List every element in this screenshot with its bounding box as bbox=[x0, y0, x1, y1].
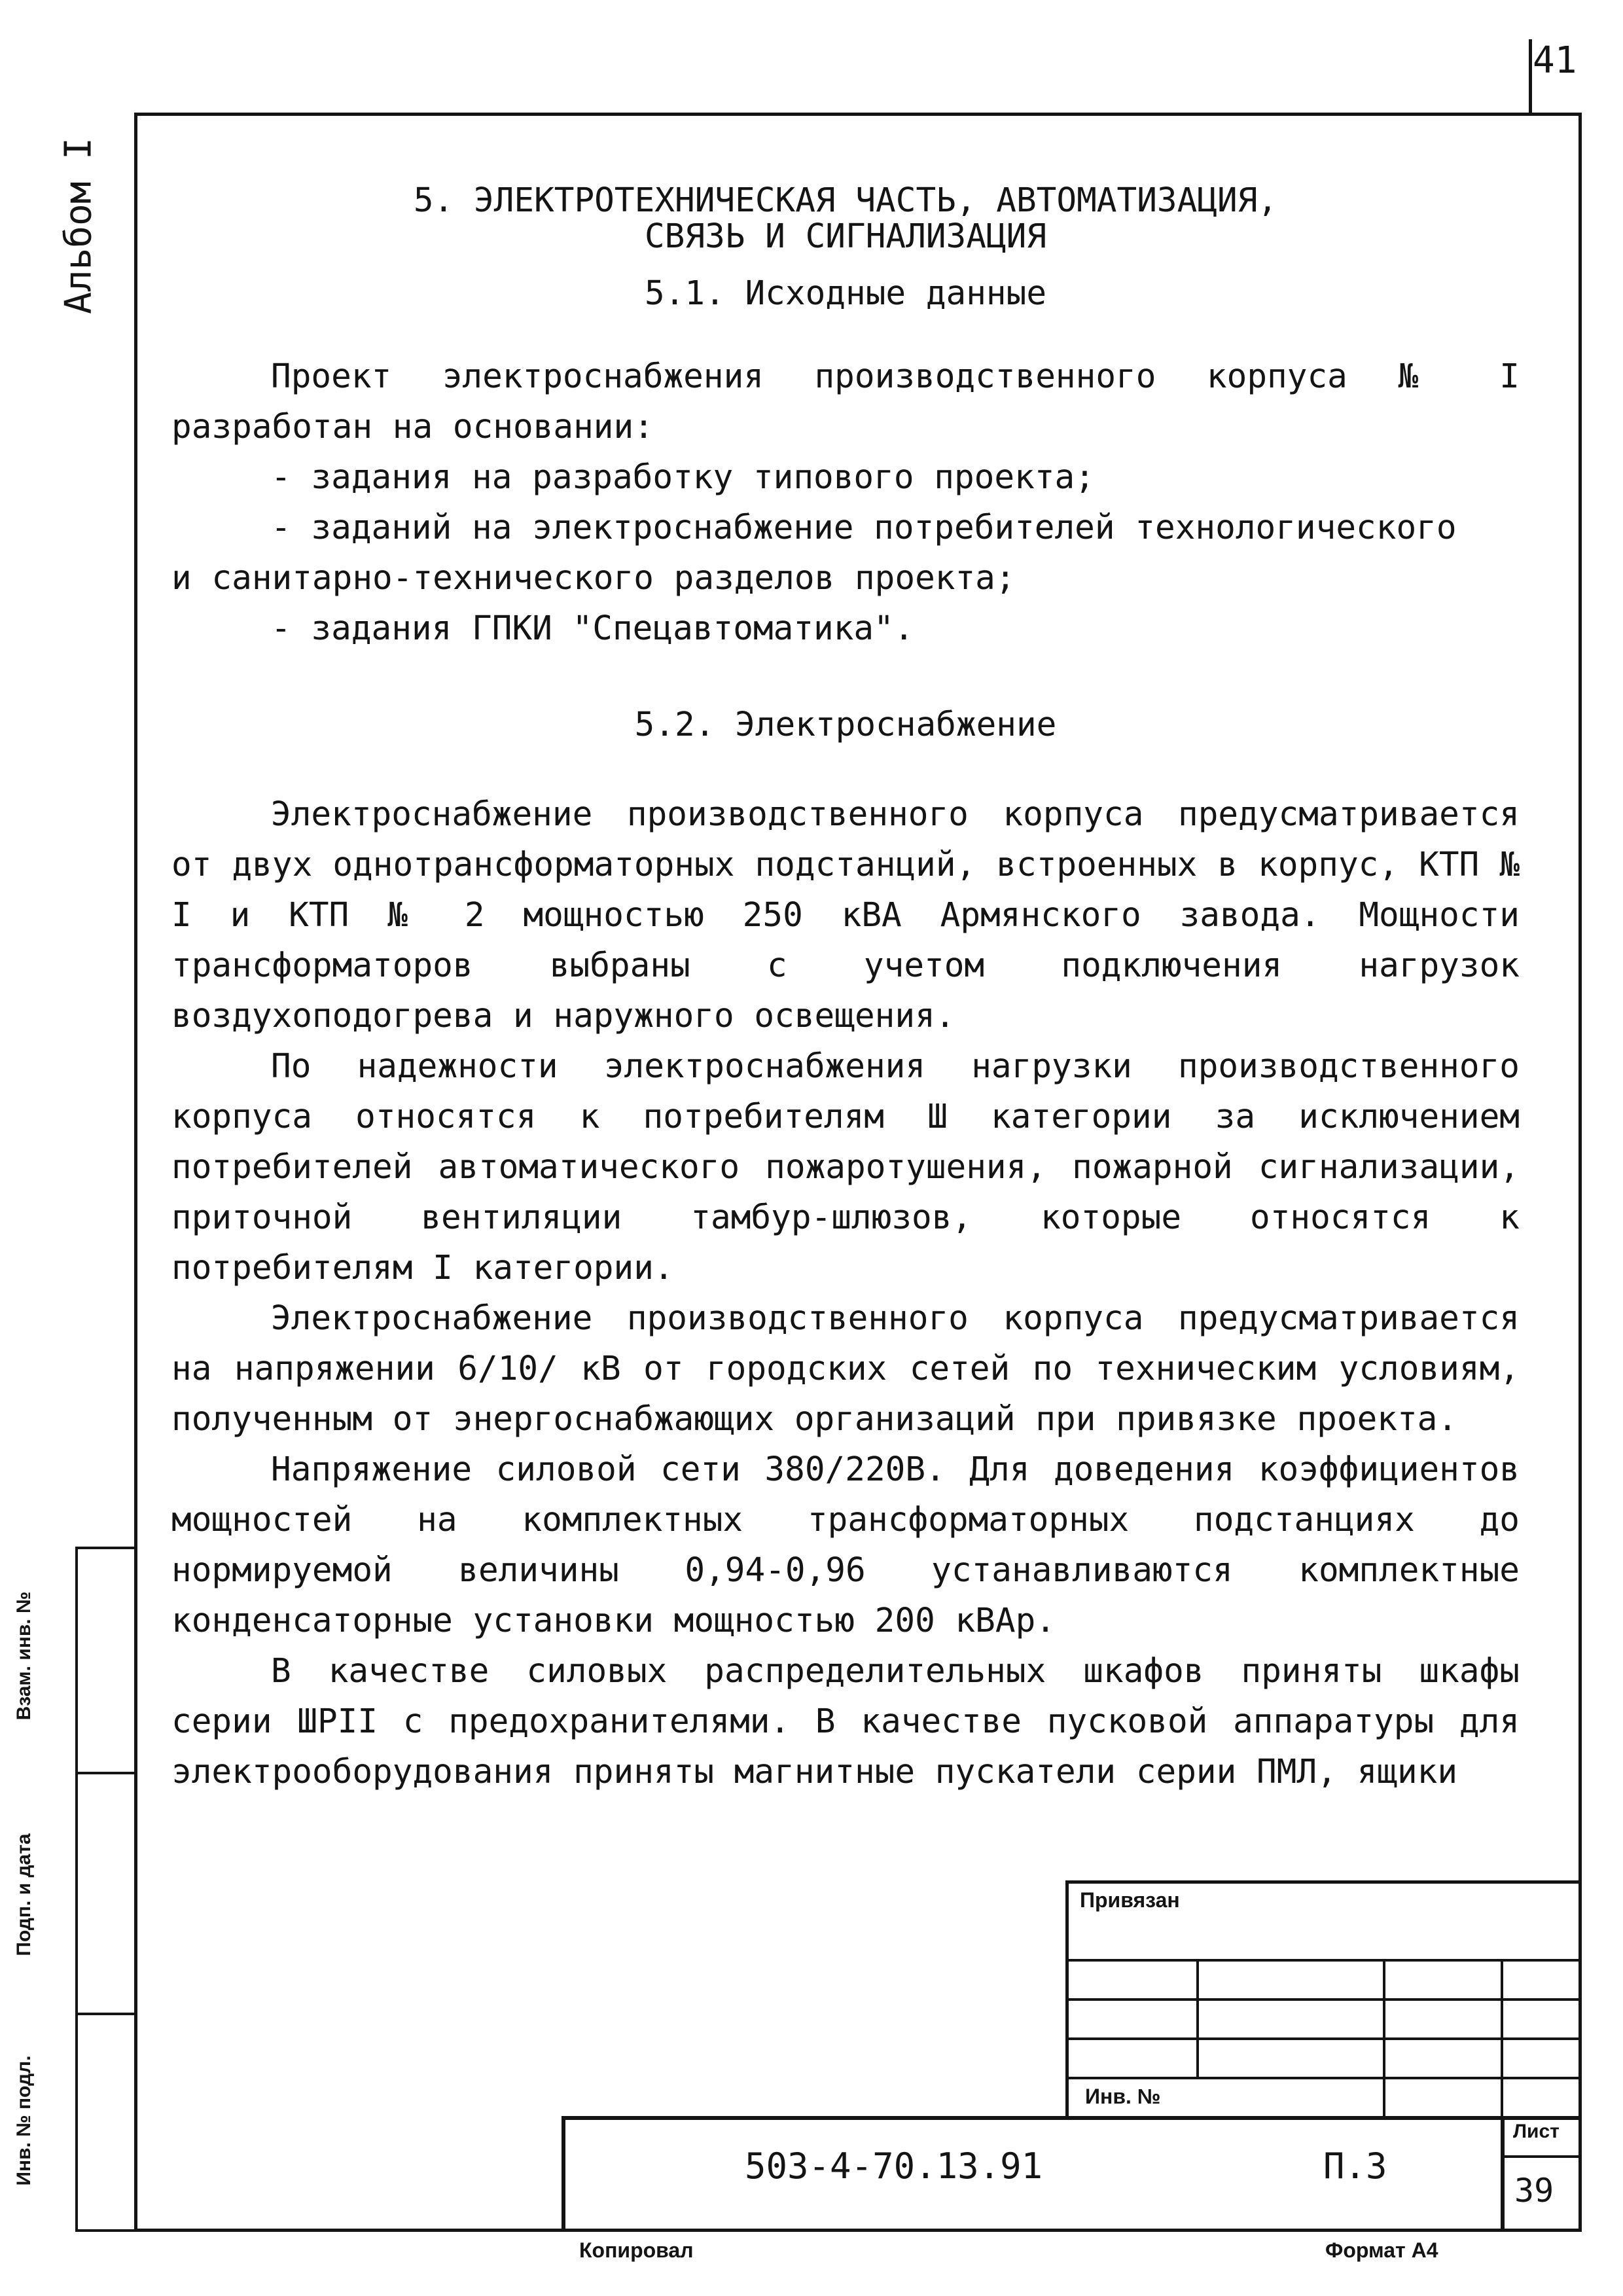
privyazan-label: Привязан bbox=[1080, 1888, 1180, 1912]
page-number-tick bbox=[1529, 39, 1532, 113]
document-code: 503-4-70.13.91 bbox=[745, 2145, 1043, 2187]
section-title-1: 5.1. Исходные данные bbox=[644, 274, 1047, 313]
section2-paragraph-3: Электроснабжение производственного корпуса предусматривается на напряжении 6/10/ кВ от городских сетей по техническим условиям, полученным от энергоснабжающих организаций при привязке проекта. bbox=[171, 1299, 1520, 1439]
title-block bbox=[562, 1880, 1582, 2232]
album-label: Альбом I bbox=[57, 137, 100, 314]
format-label: Формат А4 bbox=[1325, 2238, 1438, 2262]
section2-paragraph-5: В качестве силовых распределительных шкафов приняты шкафы серии ШРII с предохранителями. В качестве пусковой аппаратуры для электрооборудования приняты магнитные пускатели серии ПМЛ, ящики bbox=[171, 1652, 1520, 1791]
document-body bbox=[171, 175, 1520, 1797]
side-stamp-divider bbox=[78, 2013, 137, 2015]
section1-intro: Проект электроснабжения производственного корпуса № I разработан на основании: bbox=[171, 357, 1520, 446]
side-label-podp: Подп. и дата bbox=[13, 1833, 35, 1956]
side-label-vzam: Взам. инв. № bbox=[13, 1591, 35, 1721]
inv-no-label: Инв. № bbox=[1085, 2085, 1161, 2108]
section1-item-2: - заданий на электроснабжение потребителей технологического bbox=[271, 509, 1457, 547]
sheet-number: 39 bbox=[1514, 2172, 1554, 2210]
copied-label: Копировал bbox=[579, 2238, 694, 2262]
document-part: П.3 bbox=[1323, 2145, 1387, 2187]
section-title-2: 5.2. Электроснабжение bbox=[634, 706, 1057, 744]
side-stamp bbox=[75, 1547, 134, 2232]
page-number: 41 bbox=[1533, 39, 1577, 82]
section1-item-1: - задания на разработку типового проекта; bbox=[271, 458, 1095, 497]
section2-paragraph-4: Напряжение силовой сети 380/220В. Для доведения коэффициентов мощностей на комплектных трансформаторных подстанциях до нормируемой величины 0,94-0,96 устанавливаются комплектные конденсаторные установки мощностью 200 кВАр. bbox=[171, 1450, 1520, 1640]
side-label-inv: Инв. № подл. bbox=[13, 2055, 35, 2186]
section2-paragraph-1: Электроснабжение производственного корпуса предусматривается от двух однотрансформаторных подстанций, встроенных в корпус, КТП № I и КТП № 2 мощностью 250 кВА Армянского завода. Мощности трансформаторов выбраны с учетом подключения нагрузок воздухоподогрева и наружного освещения. bbox=[171, 795, 1520, 1035]
section1-item-2-cont: и санитарно-технического разделов проекта; bbox=[171, 559, 1016, 598]
section2-paragraph-2: По надежности электроснабжения нагрузки производственного корпуса относятся к потребителям Ш категории за исключением потребителей автоматического пожаротушения, пожарной сигнализации, приточной вентиляции тамбур-шлюзов, которые относятся к потребителям I категории. bbox=[171, 1047, 1520, 1287]
chapter-title-line2: СВЯЗЬ И СИГНАЛИЗАЦИЯ bbox=[644, 217, 1047, 256]
section1-item-3: - задания ГПКИ "Спецавтоматика". bbox=[271, 609, 914, 648]
chapter-title-line1: 5. ЭЛЕКТРОТЕХНИЧЕСКАЯ ЧАСТЬ, АВТОМАТИЗАЦИЯ, bbox=[413, 181, 1278, 220]
sheet-label: Лист bbox=[1513, 2121, 1560, 2142]
side-stamp-divider bbox=[78, 1772, 137, 1774]
